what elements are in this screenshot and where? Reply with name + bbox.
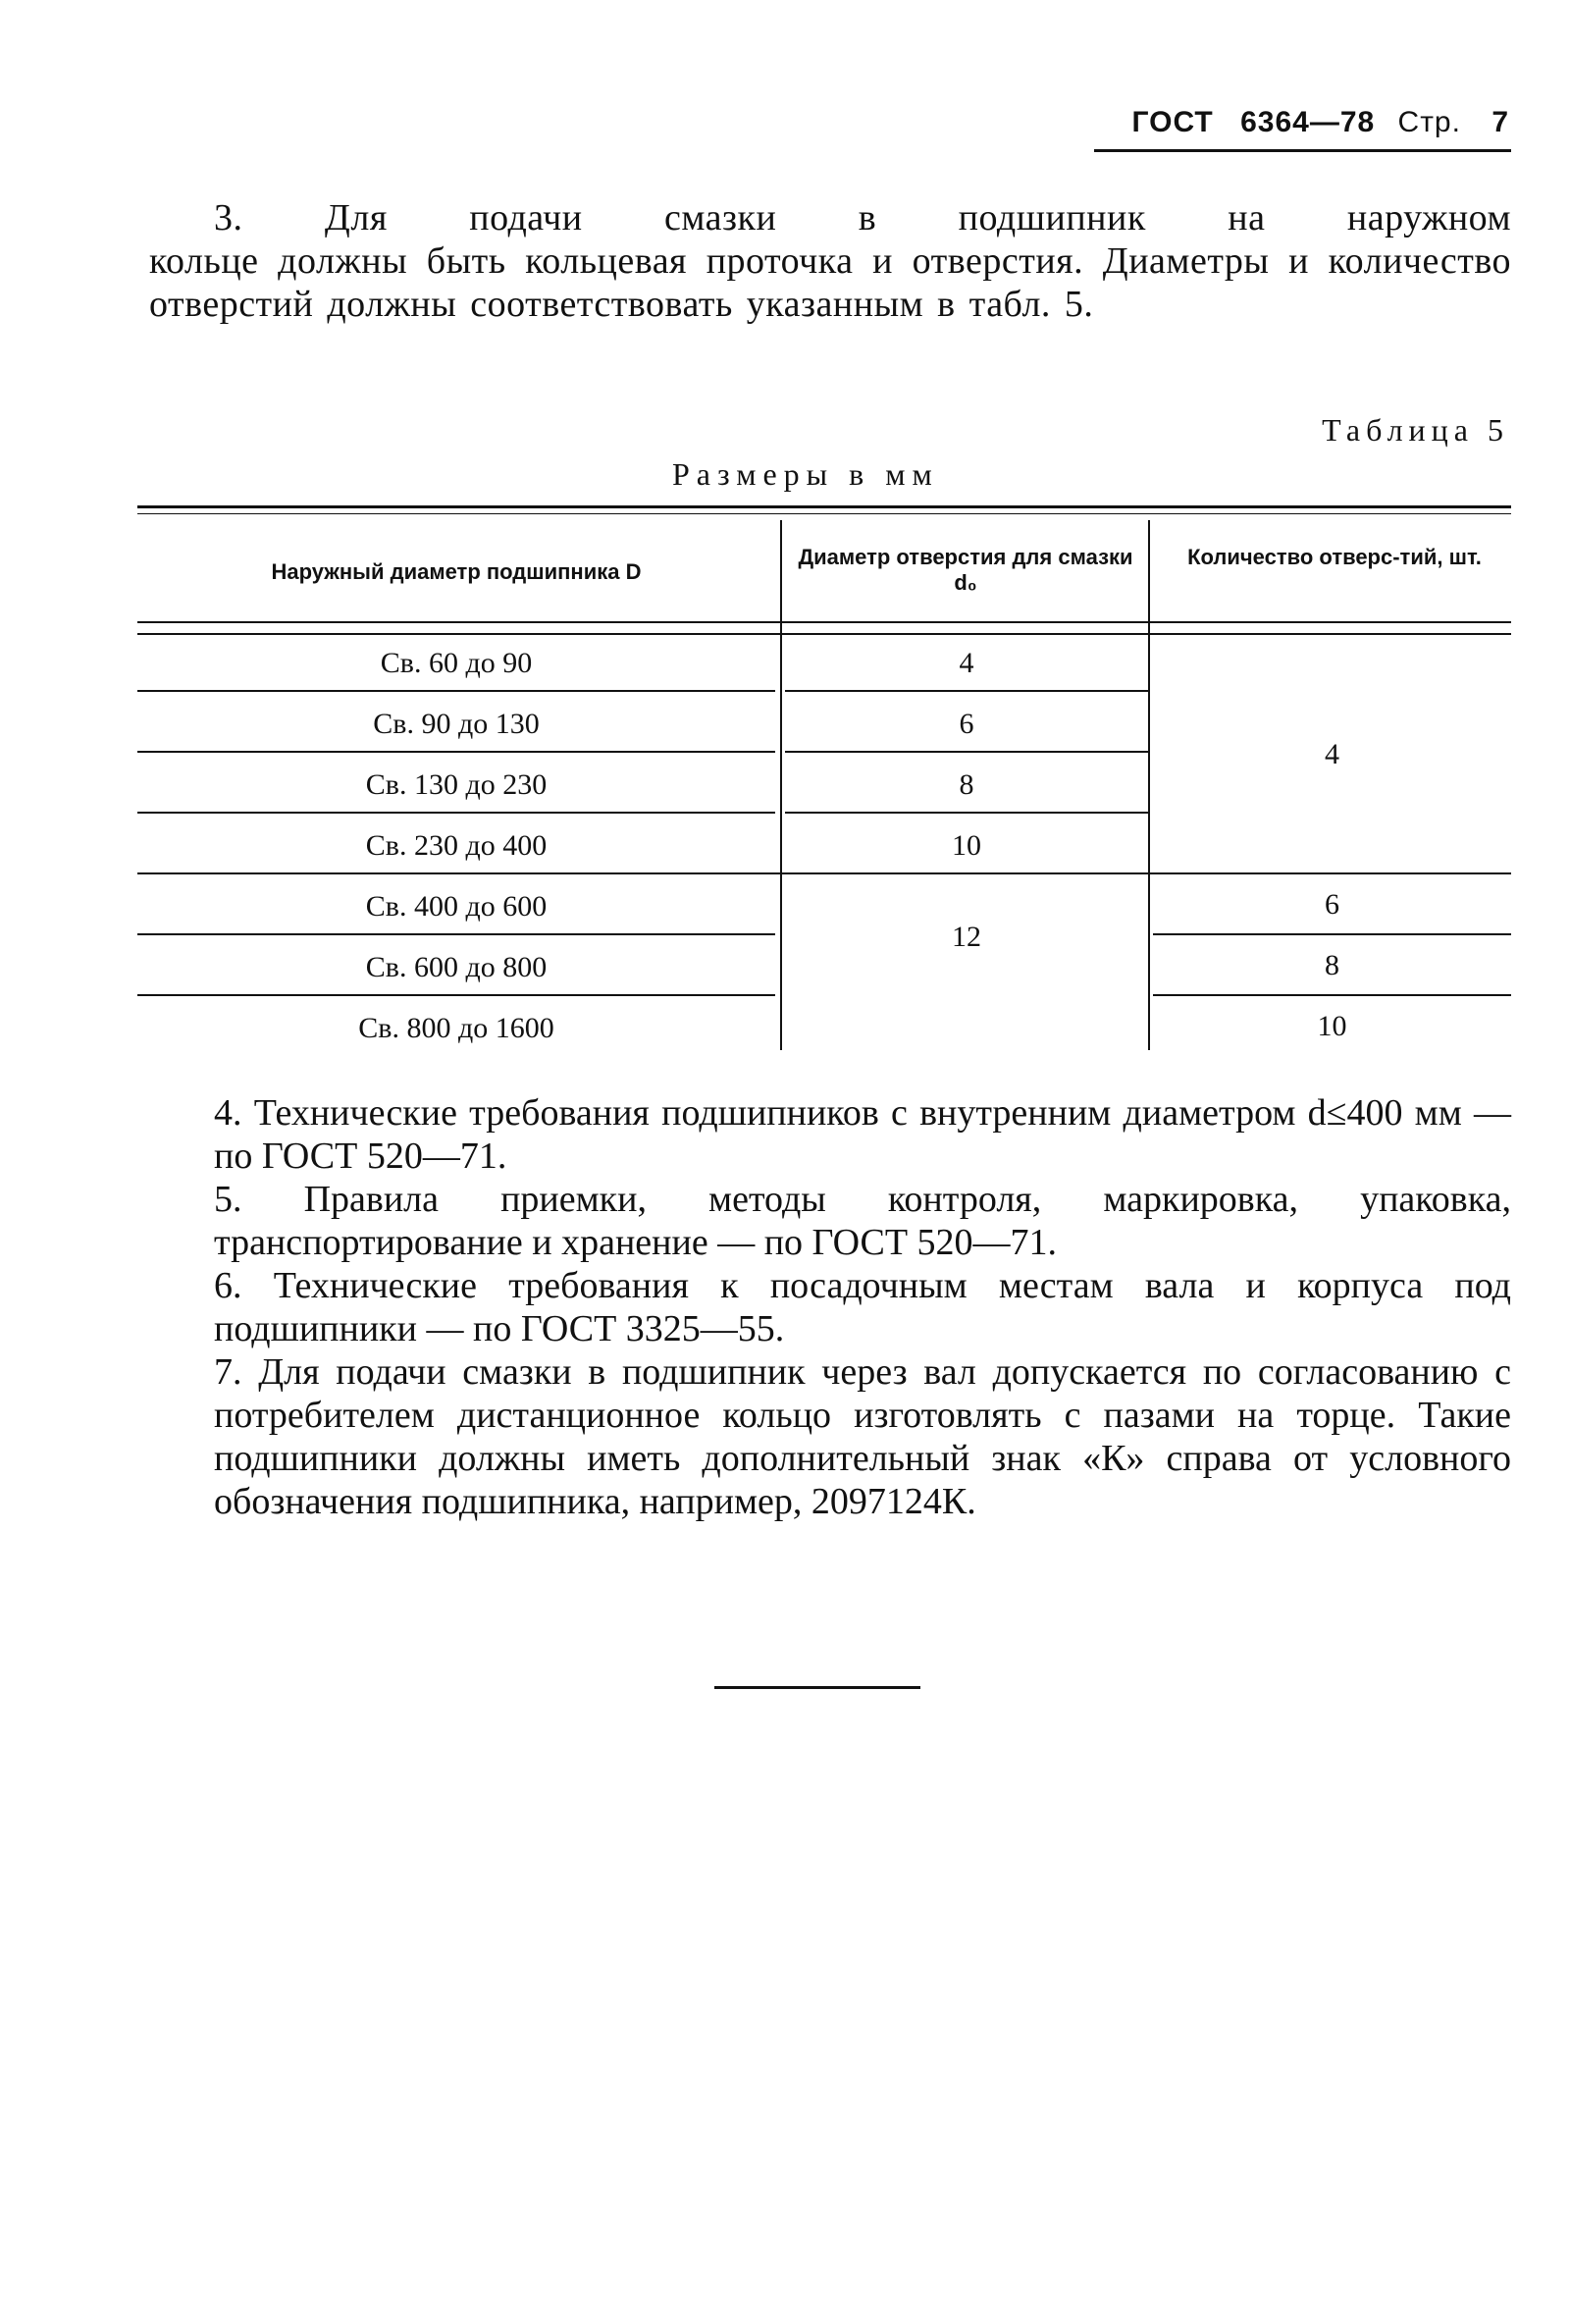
paragraph-3 [149, 196, 1511, 326]
hole-diameter-cell: 4 [959, 647, 974, 679]
paragraph-5-text: 5. Правила приемки, методы контроля, маркировка, упаковка, транспортирование и хранение — по ГОСТ 520—71. [214, 1179, 1511, 1263]
hole-count-cell: 8 [1325, 949, 1339, 981]
header-rule [1094, 149, 1511, 152]
paragraph-4 [149, 1091, 1511, 1178]
paragraph-6-text: 6. Технические требования к посадочным местам вала и корпуса под подшипники — по ГОСТ 3325—55. [214, 1265, 1511, 1349]
table-row-range: Св. 90 до 130 [373, 708, 540, 740]
hole-count-cell: 6 [1325, 888, 1339, 921]
units-label: Размеры в мм [672, 456, 939, 492]
hole-diameter-cell: 6 [959, 708, 974, 740]
header-bottom-rule [137, 621, 1511, 623]
table-row-range: Св. 130 до 230 [365, 768, 548, 801]
paragraph-7-text: 7. Для подачи смазки в подшипник через вал допускается по согласованию с потребителем дистанционное кольцо изготовлять с пазами на торце. Такие подшипники должны иметь дополнительный знак «К» справа от условного обозначения подшипника, например, 2097124К. [214, 1351, 1511, 1522]
table-row-range: Св. 600 до 800 [365, 951, 548, 983]
table-label: Таблица 5 [1322, 412, 1509, 448]
paragraph-3-line-1: 3. Для подачи смазки в подшипник на наружном [214, 197, 1511, 238]
standard-label: ГОСТ [1131, 106, 1214, 138]
hole-diameter-cell: 10 [952, 829, 981, 862]
hole-count-cell: 10 [1317, 1010, 1347, 1042]
page-number: 7 [1492, 106, 1509, 138]
hole-diameter-cell: 8 [959, 768, 974, 801]
end-rule [714, 1686, 920, 1689]
paragraph-4-text: 4. Технические требования подшипников с внутренним диаметром d≤400 мм — по ГОСТ 520—71. [214, 1092, 1511, 1177]
header-hole-count: Количество отверс-тий, шт. [1187, 545, 1482, 569]
paragraph-3-rest: кольце должны быть кольцевая проточка и отверстия. Диаметры и количество отверстий должны соответствовать указанным в табл. 5. [149, 240, 1511, 325]
hole-diameter-cell: 12 [952, 921, 981, 953]
table-vline-1 [780, 520, 782, 1050]
table-row-range: Св. 400 до 600 [365, 890, 548, 923]
paragraph-6 [149, 1264, 1511, 1350]
page-label: Стр. [1397, 106, 1461, 138]
standard-number: 6364—78 [1240, 106, 1376, 138]
header-hole-diameter: Диаметр отверстия для смазки d₀ [798, 545, 1133, 595]
table-row-range: Св. 230 до 400 [365, 829, 548, 862]
hole-count-cell: 4 [1325, 738, 1339, 770]
table-row-range: Св. 60 до 90 [380, 647, 533, 679]
table-vline-2 [1148, 520, 1150, 1050]
table-row-range: Св. 800 до 1600 [358, 1012, 554, 1044]
page-header [1132, 106, 1509, 139]
paragraph-7 [149, 1350, 1511, 1523]
table-5 [137, 505, 1511, 1055]
table-top-rule-2 [137, 513, 1511, 514]
paragraph-5 [149, 1178, 1511, 1264]
table-top-rule [137, 505, 1511, 508]
header-outer-diameter: Наружный диаметр подшипника D [271, 559, 642, 584]
